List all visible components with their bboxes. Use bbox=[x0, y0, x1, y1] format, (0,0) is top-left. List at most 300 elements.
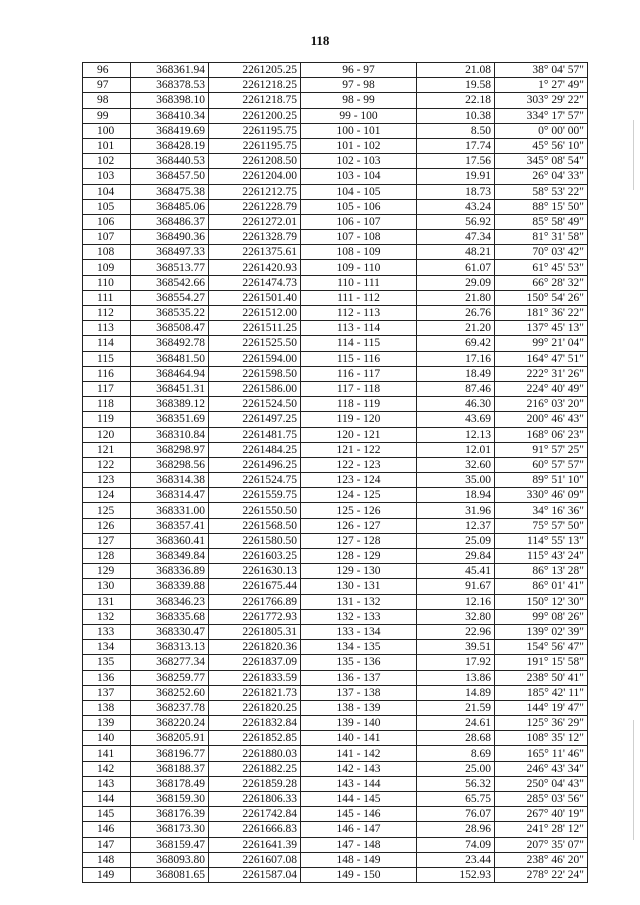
distance-cell: 8.50 bbox=[417, 123, 495, 138]
segment-cell: 121 - 122 bbox=[301, 442, 417, 457]
distance-cell: 21.20 bbox=[417, 321, 495, 336]
segment-cell: 106 - 107 bbox=[301, 214, 417, 229]
segment-cell: 134 - 135 bbox=[301, 640, 417, 655]
coordinate-x-cell: 368410.34 bbox=[131, 108, 209, 123]
coordinate-x-cell: 368497.33 bbox=[131, 245, 209, 260]
distance-cell: 43.69 bbox=[417, 412, 495, 427]
coordinate-y-cell: 2261568.50 bbox=[209, 518, 301, 533]
distance-cell: 56.92 bbox=[417, 214, 495, 229]
point-number-cell: 108 bbox=[83, 245, 131, 260]
bearing-cell: 246° 43' 34" bbox=[495, 761, 588, 776]
coordinate-x-cell: 368331.00 bbox=[131, 503, 209, 518]
segment-cell: 127 - 128 bbox=[301, 533, 417, 548]
segment-cell: 148 - 149 bbox=[301, 852, 417, 867]
table-row bbox=[83, 716, 588, 731]
coordinate-y-cell: 2261598.50 bbox=[209, 366, 301, 381]
segment-cell: 111 - 112 bbox=[301, 290, 417, 305]
coordinate-x-cell: 368277.34 bbox=[131, 655, 209, 670]
distance-cell: 17.16 bbox=[417, 351, 495, 366]
table-row bbox=[83, 731, 588, 746]
segment-cell: 132 - 133 bbox=[301, 609, 417, 624]
segment-cell: 128 - 129 bbox=[301, 549, 417, 564]
coordinate-y-cell: 2261218.25 bbox=[209, 78, 301, 93]
distance-cell: 87.46 bbox=[417, 381, 495, 396]
segment-cell: 114 - 115 bbox=[301, 336, 417, 351]
coordinate-y-cell: 2261208.50 bbox=[209, 154, 301, 169]
point-number-cell: 105 bbox=[83, 199, 131, 214]
point-number-cell: 131 bbox=[83, 594, 131, 609]
coordinate-y-cell: 2261204.00 bbox=[209, 169, 301, 184]
coordinate-x-cell: 368336.89 bbox=[131, 564, 209, 579]
coordinate-y-cell: 2261820.25 bbox=[209, 700, 301, 715]
bearing-cell: 61° 45' 53" bbox=[495, 260, 588, 275]
point-number-cell: 102 bbox=[83, 154, 131, 169]
point-number-cell: 136 bbox=[83, 670, 131, 685]
segment-cell: 100 - 101 bbox=[301, 123, 417, 138]
segment-cell: 110 - 111 bbox=[301, 275, 417, 290]
table-row bbox=[83, 138, 588, 153]
point-number-cell: 117 bbox=[83, 381, 131, 396]
coordinate-x-cell: 368259.77 bbox=[131, 670, 209, 685]
point-number-cell: 103 bbox=[83, 169, 131, 184]
distance-cell: 22.96 bbox=[417, 624, 495, 639]
bearing-cell: 89° 51' 10" bbox=[495, 473, 588, 488]
table-row bbox=[83, 214, 588, 229]
segment-cell: 129 - 130 bbox=[301, 564, 417, 579]
bearing-cell: 86° 01' 41" bbox=[495, 579, 588, 594]
coordinate-y-cell: 2261218.75 bbox=[209, 93, 301, 108]
distance-cell: 46.30 bbox=[417, 397, 495, 412]
coordinate-x-cell: 368313.13 bbox=[131, 640, 209, 655]
segment-cell: 135 - 136 bbox=[301, 655, 417, 670]
coordinates-table bbox=[82, 62, 588, 883]
distance-cell: 32.80 bbox=[417, 609, 495, 624]
segment-cell: 147 - 148 bbox=[301, 837, 417, 852]
bearing-cell: 108° 35' 12" bbox=[495, 731, 588, 746]
table-row bbox=[83, 579, 588, 594]
bearing-cell: 200° 46' 43" bbox=[495, 412, 588, 427]
coordinate-y-cell: 2261772.93 bbox=[209, 609, 301, 624]
table-row bbox=[83, 245, 588, 260]
coordinate-x-cell: 368173.30 bbox=[131, 822, 209, 837]
segment-cell: 143 - 144 bbox=[301, 776, 417, 791]
coordinate-x-cell: 368314.38 bbox=[131, 473, 209, 488]
bearing-cell: 115° 43' 24" bbox=[495, 549, 588, 564]
bearing-cell: 191° 15' 58" bbox=[495, 655, 588, 670]
coordinate-x-cell: 368490.36 bbox=[131, 230, 209, 245]
table-row bbox=[83, 290, 588, 305]
coordinate-y-cell: 2261630.13 bbox=[209, 564, 301, 579]
table-row bbox=[83, 427, 588, 442]
table-row bbox=[83, 306, 588, 321]
point-number-cell: 110 bbox=[83, 275, 131, 290]
segment-cell: 146 - 147 bbox=[301, 822, 417, 837]
distance-cell: 45.41 bbox=[417, 564, 495, 579]
distance-cell: 35.00 bbox=[417, 473, 495, 488]
coordinate-x-cell: 368389.12 bbox=[131, 397, 209, 412]
coordinate-x-cell: 368554.27 bbox=[131, 290, 209, 305]
table-row bbox=[83, 792, 588, 807]
coordinates-table-body bbox=[83, 63, 588, 883]
distance-cell: 14.89 bbox=[417, 685, 495, 700]
bearing-cell: 185° 42' 11" bbox=[495, 685, 588, 700]
distance-cell: 25.00 bbox=[417, 761, 495, 776]
table-row bbox=[83, 852, 588, 867]
bearing-cell: 34° 16' 36" bbox=[495, 503, 588, 518]
distance-cell: 8.69 bbox=[417, 746, 495, 761]
segment-cell: 140 - 141 bbox=[301, 731, 417, 746]
coordinate-x-cell: 368492.78 bbox=[131, 336, 209, 351]
coordinate-y-cell: 2261420.93 bbox=[209, 260, 301, 275]
point-number-cell: 149 bbox=[83, 867, 131, 882]
coordinate-x-cell: 368178.49 bbox=[131, 776, 209, 791]
coordinate-x-cell: 368428.19 bbox=[131, 138, 209, 153]
coordinate-y-cell: 2261580.50 bbox=[209, 533, 301, 548]
bearing-cell: 0° 00' 00" bbox=[495, 123, 588, 138]
coordinate-y-cell: 2261766.89 bbox=[209, 594, 301, 609]
segment-cell: 109 - 110 bbox=[301, 260, 417, 275]
distance-cell: 17.92 bbox=[417, 655, 495, 670]
coordinate-x-cell: 368398.10 bbox=[131, 93, 209, 108]
point-number-cell: 133 bbox=[83, 624, 131, 639]
distance-cell: 25.09 bbox=[417, 533, 495, 548]
distance-cell: 18.73 bbox=[417, 184, 495, 199]
distance-cell: 21.08 bbox=[417, 63, 495, 78]
table-row bbox=[83, 230, 588, 245]
table-row bbox=[83, 63, 588, 78]
coordinate-x-cell: 368357.41 bbox=[131, 518, 209, 533]
coordinate-x-cell: 368220.24 bbox=[131, 716, 209, 731]
coordinate-y-cell: 2261859.28 bbox=[209, 776, 301, 791]
distance-cell: 31.96 bbox=[417, 503, 495, 518]
coordinate-y-cell: 2261328.79 bbox=[209, 230, 301, 245]
segment-cell: 124 - 125 bbox=[301, 488, 417, 503]
coordinate-x-cell: 368205.91 bbox=[131, 731, 209, 746]
bearing-cell: 222° 31' 26" bbox=[495, 366, 588, 381]
coordinate-x-cell: 368451.31 bbox=[131, 381, 209, 396]
coordinate-y-cell: 2261481.75 bbox=[209, 427, 301, 442]
coordinate-x-cell: 368298.97 bbox=[131, 442, 209, 457]
segment-cell: 136 - 137 bbox=[301, 670, 417, 685]
table-row bbox=[83, 746, 588, 761]
distance-cell: 13.86 bbox=[417, 670, 495, 685]
point-number-cell: 109 bbox=[83, 260, 131, 275]
segment-cell: 103 - 104 bbox=[301, 169, 417, 184]
segment-cell: 96 - 97 bbox=[301, 63, 417, 78]
coordinate-y-cell: 2261742.84 bbox=[209, 807, 301, 822]
coordinate-x-cell: 368361.94 bbox=[131, 63, 209, 78]
coordinate-x-cell: 368486.37 bbox=[131, 214, 209, 229]
bearing-cell: 238° 50' 41" bbox=[495, 670, 588, 685]
scan-edge-mark bbox=[633, 120, 634, 190]
coordinate-y-cell: 2261607.08 bbox=[209, 852, 301, 867]
distance-cell: 91.67 bbox=[417, 579, 495, 594]
bearing-cell: 241° 28' 12" bbox=[495, 822, 588, 837]
distance-cell: 28.68 bbox=[417, 731, 495, 746]
coordinate-y-cell: 2261837.09 bbox=[209, 655, 301, 670]
coordinate-x-cell: 368351.69 bbox=[131, 412, 209, 427]
coordinate-y-cell: 2261559.75 bbox=[209, 488, 301, 503]
segment-cell: 104 - 105 bbox=[301, 184, 417, 199]
point-number-cell: 124 bbox=[83, 488, 131, 503]
distance-cell: 12.16 bbox=[417, 594, 495, 609]
segment-cell: 149 - 150 bbox=[301, 867, 417, 882]
distance-cell: 18.49 bbox=[417, 366, 495, 381]
table-row bbox=[83, 670, 588, 685]
point-number-cell: 107 bbox=[83, 230, 131, 245]
distance-cell: 39.51 bbox=[417, 640, 495, 655]
table-row bbox=[83, 655, 588, 670]
coordinate-y-cell: 2261501.40 bbox=[209, 290, 301, 305]
distance-cell: 23.44 bbox=[417, 852, 495, 867]
point-number-cell: 115 bbox=[83, 351, 131, 366]
point-number-cell: 123 bbox=[83, 473, 131, 488]
coordinate-y-cell: 2261832.84 bbox=[209, 716, 301, 731]
bearing-cell: 216° 03' 20" bbox=[495, 397, 588, 412]
coordinate-y-cell: 2261272.01 bbox=[209, 214, 301, 229]
table-row bbox=[83, 837, 588, 852]
point-number-cell: 141 bbox=[83, 746, 131, 761]
distance-cell: 56.32 bbox=[417, 776, 495, 791]
coordinate-y-cell: 2261806.33 bbox=[209, 792, 301, 807]
point-number-cell: 144 bbox=[83, 792, 131, 807]
point-number-cell: 118 bbox=[83, 397, 131, 412]
table-row bbox=[83, 321, 588, 336]
distance-cell: 12.01 bbox=[417, 442, 495, 457]
point-number-cell: 106 bbox=[83, 214, 131, 229]
distance-cell: 61.07 bbox=[417, 260, 495, 275]
distance-cell: 65.75 bbox=[417, 792, 495, 807]
point-number-cell: 122 bbox=[83, 457, 131, 472]
coordinate-x-cell: 368542.66 bbox=[131, 275, 209, 290]
segment-cell: 108 - 109 bbox=[301, 245, 417, 260]
segment-cell: 142 - 143 bbox=[301, 761, 417, 776]
coordinate-y-cell: 2261666.83 bbox=[209, 822, 301, 837]
segment-cell: 99 - 100 bbox=[301, 108, 417, 123]
bearing-cell: 26° 04' 33" bbox=[495, 169, 588, 184]
distance-cell: 21.80 bbox=[417, 290, 495, 305]
coordinate-x-cell: 368485.06 bbox=[131, 199, 209, 214]
coordinate-y-cell: 2261550.50 bbox=[209, 503, 301, 518]
point-number-cell: 137 bbox=[83, 685, 131, 700]
point-number-cell: 126 bbox=[83, 518, 131, 533]
point-number-cell: 135 bbox=[83, 655, 131, 670]
bearing-cell: 88° 15' 50" bbox=[495, 199, 588, 214]
table-row bbox=[83, 457, 588, 472]
bearing-cell: 99° 08' 26" bbox=[495, 609, 588, 624]
coordinate-x-cell: 368346.23 bbox=[131, 594, 209, 609]
bearing-cell: 70° 03' 42" bbox=[495, 245, 588, 260]
segment-cell: 119 - 120 bbox=[301, 412, 417, 427]
bearing-cell: 250° 04' 43" bbox=[495, 776, 588, 791]
bearing-cell: 303° 29' 22" bbox=[495, 93, 588, 108]
point-number-cell: 111 bbox=[83, 290, 131, 305]
distance-cell: 48.21 bbox=[417, 245, 495, 260]
distance-cell: 74.09 bbox=[417, 837, 495, 852]
table-row bbox=[83, 336, 588, 351]
segment-cell: 118 - 119 bbox=[301, 397, 417, 412]
table-row bbox=[83, 351, 588, 366]
distance-cell: 43.24 bbox=[417, 199, 495, 214]
distance-cell: 28.96 bbox=[417, 822, 495, 837]
coordinate-x-cell: 368298.56 bbox=[131, 457, 209, 472]
coordinate-y-cell: 2261195.75 bbox=[209, 138, 301, 153]
coordinate-x-cell: 368093.80 bbox=[131, 852, 209, 867]
coordinate-y-cell: 2261200.25 bbox=[209, 108, 301, 123]
point-number-cell: 112 bbox=[83, 306, 131, 321]
distance-cell: 26.76 bbox=[417, 306, 495, 321]
point-number-cell: 129 bbox=[83, 564, 131, 579]
table-row bbox=[83, 442, 588, 457]
point-number-cell: 132 bbox=[83, 609, 131, 624]
distance-cell: 19.58 bbox=[417, 78, 495, 93]
distance-cell: 22.18 bbox=[417, 93, 495, 108]
point-number-cell: 146 bbox=[83, 822, 131, 837]
distance-cell: 47.34 bbox=[417, 230, 495, 245]
point-number-cell: 125 bbox=[83, 503, 131, 518]
coordinate-y-cell: 2261524.75 bbox=[209, 473, 301, 488]
distance-cell: 12.13 bbox=[417, 427, 495, 442]
table-row bbox=[83, 685, 588, 700]
coordinate-x-cell: 368339.88 bbox=[131, 579, 209, 594]
table-row bbox=[83, 397, 588, 412]
bearing-cell: 285° 03' 56" bbox=[495, 792, 588, 807]
segment-cell: 115 - 116 bbox=[301, 351, 417, 366]
segment-cell: 126 - 127 bbox=[301, 518, 417, 533]
segment-cell: 116 - 117 bbox=[301, 366, 417, 381]
table-row bbox=[83, 549, 588, 564]
table-row bbox=[83, 533, 588, 548]
distance-cell: 29.09 bbox=[417, 275, 495, 290]
bearing-cell: 137° 45' 13" bbox=[495, 321, 588, 336]
coordinate-x-cell: 368440.53 bbox=[131, 154, 209, 169]
distance-cell: 10.38 bbox=[417, 108, 495, 123]
segment-cell: 98 - 99 bbox=[301, 93, 417, 108]
segment-cell: 123 - 124 bbox=[301, 473, 417, 488]
table-row bbox=[83, 822, 588, 837]
bearing-cell: 207° 35' 07" bbox=[495, 837, 588, 852]
bearing-cell: 91° 57' 25" bbox=[495, 442, 588, 457]
segment-cell: 105 - 106 bbox=[301, 199, 417, 214]
bearing-cell: 150° 12' 30" bbox=[495, 594, 588, 609]
segment-cell: 112 - 113 bbox=[301, 306, 417, 321]
segment-cell: 133 - 134 bbox=[301, 624, 417, 639]
coordinate-y-cell: 2261496.25 bbox=[209, 457, 301, 472]
bearing-cell: 58° 53' 22" bbox=[495, 184, 588, 199]
table-row bbox=[83, 503, 588, 518]
table-row bbox=[83, 184, 588, 199]
bearing-cell: 86° 13' 28" bbox=[495, 564, 588, 579]
table-row bbox=[83, 609, 588, 624]
coordinate-x-cell: 368252.60 bbox=[131, 685, 209, 700]
point-number-cell: 139 bbox=[83, 716, 131, 731]
point-number-cell: 138 bbox=[83, 700, 131, 715]
segment-cell: 117 - 118 bbox=[301, 381, 417, 396]
coordinate-y-cell: 2261228.79 bbox=[209, 199, 301, 214]
table-row bbox=[83, 594, 588, 609]
distance-cell: 21.59 bbox=[417, 700, 495, 715]
table-row bbox=[83, 518, 588, 533]
distance-cell: 24.61 bbox=[417, 716, 495, 731]
point-number-cell: 104 bbox=[83, 184, 131, 199]
coordinate-x-cell: 368330.47 bbox=[131, 624, 209, 639]
table-row bbox=[83, 776, 588, 791]
coordinate-x-cell: 368535.22 bbox=[131, 306, 209, 321]
segment-cell: 122 - 123 bbox=[301, 457, 417, 472]
coordinate-x-cell: 368237.78 bbox=[131, 700, 209, 715]
table-row bbox=[83, 260, 588, 275]
distance-cell: 17.56 bbox=[417, 154, 495, 169]
bearing-cell: 125° 36' 29" bbox=[495, 716, 588, 731]
coordinate-y-cell: 2261594.00 bbox=[209, 351, 301, 366]
point-number-cell: 140 bbox=[83, 731, 131, 746]
bearing-cell: 45° 56' 10" bbox=[495, 138, 588, 153]
coordinate-x-cell: 368188.37 bbox=[131, 761, 209, 776]
point-number-cell: 148 bbox=[83, 852, 131, 867]
point-number-cell: 113 bbox=[83, 321, 131, 336]
segment-cell: 130 - 131 bbox=[301, 579, 417, 594]
segment-cell: 145 - 146 bbox=[301, 807, 417, 822]
bearing-cell: 267° 40' 19" bbox=[495, 807, 588, 822]
bearing-cell: 150° 54' 26" bbox=[495, 290, 588, 305]
coordinate-y-cell: 2261375.61 bbox=[209, 245, 301, 260]
table-row bbox=[83, 123, 588, 138]
table-row bbox=[83, 366, 588, 381]
point-number-cell: 100 bbox=[83, 123, 131, 138]
segment-cell: 97 - 98 bbox=[301, 78, 417, 93]
table-row bbox=[83, 700, 588, 715]
table-row bbox=[83, 761, 588, 776]
distance-cell: 76.07 bbox=[417, 807, 495, 822]
table-row bbox=[83, 640, 588, 655]
coordinate-y-cell: 2261882.25 bbox=[209, 761, 301, 776]
segment-cell: 107 - 108 bbox=[301, 230, 417, 245]
segment-cell: 131 - 132 bbox=[301, 594, 417, 609]
point-number-cell: 121 bbox=[83, 442, 131, 457]
point-number-cell: 114 bbox=[83, 336, 131, 351]
coordinate-y-cell: 2261820.36 bbox=[209, 640, 301, 655]
coordinate-x-cell: 368310.84 bbox=[131, 427, 209, 442]
bearing-cell: 238° 46' 20" bbox=[495, 852, 588, 867]
coordinate-x-cell: 368513.77 bbox=[131, 260, 209, 275]
point-number-cell: 134 bbox=[83, 640, 131, 655]
coordinate-y-cell: 2261497.25 bbox=[209, 412, 301, 427]
coordinate-y-cell: 2261205.25 bbox=[209, 63, 301, 78]
point-number-cell: 127 bbox=[83, 533, 131, 548]
coordinate-x-cell: 368464.94 bbox=[131, 366, 209, 381]
table-row bbox=[83, 93, 588, 108]
point-number-cell: 99 bbox=[83, 108, 131, 123]
point-number-cell: 120 bbox=[83, 427, 131, 442]
coordinate-y-cell: 2261484.25 bbox=[209, 442, 301, 457]
bearing-cell: 81° 31' 58" bbox=[495, 230, 588, 245]
coordinate-y-cell: 2261525.50 bbox=[209, 336, 301, 351]
table-row bbox=[83, 199, 588, 214]
bearing-cell: 1° 27' 49" bbox=[495, 78, 588, 93]
table-row bbox=[83, 275, 588, 290]
coordinate-x-cell: 368378.53 bbox=[131, 78, 209, 93]
point-number-cell: 143 bbox=[83, 776, 131, 791]
bearing-cell: 139° 02' 39" bbox=[495, 624, 588, 639]
table-row bbox=[83, 473, 588, 488]
table-row bbox=[83, 807, 588, 822]
point-number-cell: 98 bbox=[83, 93, 131, 108]
coordinate-y-cell: 2261212.75 bbox=[209, 184, 301, 199]
table-row bbox=[83, 169, 588, 184]
coordinate-y-cell: 2261524.50 bbox=[209, 397, 301, 412]
coordinate-x-cell: 368349.84 bbox=[131, 549, 209, 564]
bearing-cell: 224° 40' 49" bbox=[495, 381, 588, 396]
